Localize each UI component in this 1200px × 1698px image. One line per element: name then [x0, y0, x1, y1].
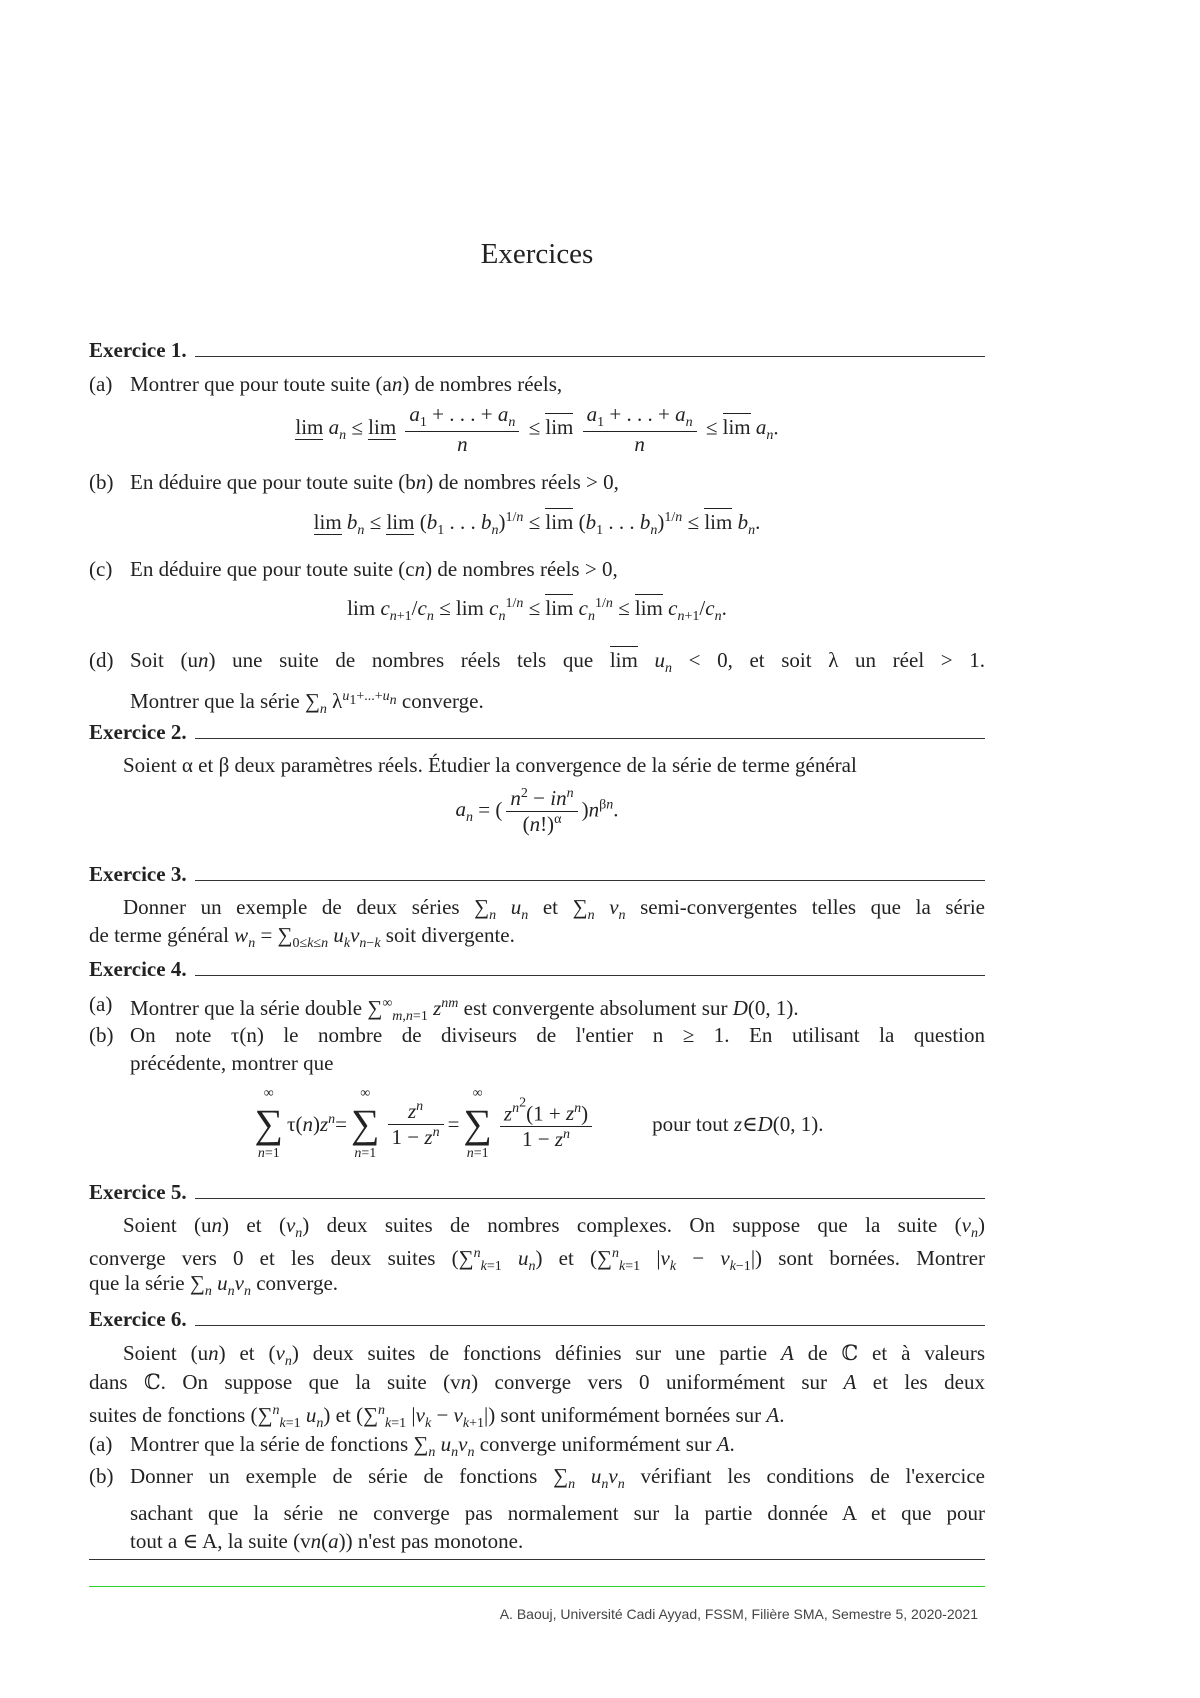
item-text-line1: On note τ(n) le nombre de diviseurs de l'entier n ≥ 1. En utilisant la question	[130, 1023, 985, 1047]
exercise-6-heading	[89, 1307, 985, 1332]
item-text: Montrer que pour toute suite (an) de nombres réels,	[130, 372, 563, 396]
exercise-3-line1: Donner un exemple de deux séries $\sum_n$ $u_n$ et $\sum_n$ $v_n$ semi-convergentes telles que la série	[123, 895, 985, 924]
exercise-5-line3: que la série $\sum_n$ $u_nv_n$ converge.	[89, 1271, 339, 1300]
page-title: Exercices	[480, 238, 594, 270]
exercise-1-item-d	[89, 646, 986, 718]
exercise-6-text3: suites de fonctions (	[89, 1403, 258, 1427]
formula-2: $a_n$ = ( $\frac{n^2 - in^n}{(n!)^\alpha}$ )$n^{\beta n}$.	[455, 786, 619, 836]
exercise-6-item-b	[89, 1462, 985, 1552]
exercise-6-line1: Soient (un) et $(v_n)$ deux suites de fonctions définies sur une partie A de ℂ et à valeurs	[123, 1341, 985, 1370]
item-label: (a)	[89, 992, 113, 1016]
item-label: (b)	[89, 470, 114, 494]
exercise-3-text1: Donner un exemple de deux séries	[123, 895, 460, 919]
formula-4b: ∞ ∑ n=1 τ( n ) $z^n$ = ∞ ∑ n=1 $\frac{z^n}{1 - z^n}$ = ∞ ∑ n=1 $\frac{z^{n^2}(1 + z^n)}{1 - z^n}$ pour tout z ∈ D (0, 1).	[254, 1086, 824, 1161]
item-text-line2: sachant que la série ne converge pas normalement sur la partie donnée A et que pour	[130, 1501, 985, 1526]
exercise-3-line2: de terme général $w_n = \sum_{0\le k\le n}$ $u_kv_{n-k}$ soit divergente.	[89, 923, 515, 952]
heading-rule	[195, 880, 985, 881]
heading-rule	[195, 738, 985, 739]
pour-tout-label: pour tout	[652, 1111, 729, 1136]
exercise-5-line2: converge vers 0 et les deux suites (∑$^n_{k=1}$ $u_n$) et (∑$^n_{k=1}$ $|v_k - v_{k-1}|$) sont bornées. Montrer	[89, 1246, 986, 1275]
item-text: Soit (un) une suite de nombres réels tels que $\lim u_n < 0$, et soit λ un réel > 1. Montrer que la série $\sum_n$ $\lambda^{u_1+...+u_n}$ converge.	[130, 648, 986, 718]
item-text-start: En déduire que pour toute suite (c	[130, 557, 415, 581]
heading-rule	[195, 356, 985, 357]
item-text: En déduire que pour toute suite (cn) de nombres réels > 0,	[130, 557, 618, 581]
exercise-3-title: Exercice 3.	[89, 862, 187, 886]
footer-text: A. Baouj, Université Cadi Ayyad, FSSM, Filière SMA, Semestre 5, 2020-2021	[499, 1606, 978, 1622]
item-label: (c)	[89, 557, 113, 581]
exercise-5-title: Exercice 5.	[89, 1180, 187, 1204]
item-text-start: Donner un exemple de série de fonctions	[130, 1464, 538, 1488]
item-label: (b)	[89, 1023, 114, 1047]
footer-accent-rule	[89, 1586, 985, 1587]
exercise-2-text: Soient α et β deux paramètres réels. Étudier la convergence de la série de terme général	[123, 753, 857, 777]
item-label: (a)	[89, 372, 113, 396]
item-label: (d)	[89, 648, 114, 672]
exercise-6-line2: dans ℂ. On suppose que la suite (vn) converge vers 0 uniformément sur A et les deux	[89, 1370, 985, 1394]
exercise-3-text2: de terme général	[89, 923, 229, 947]
exercise-6-line3: suites de fonctions (∑$^n_{k=1}$ $u_n$) et (∑$^n_{k=1}$ $|v_k - v_{k+1}|$) sont uniformément bornées sur A.	[89, 1403, 785, 1432]
exercise-5-heading	[89, 1180, 985, 1205]
footer-rule	[89, 1559, 985, 1560]
item-text: En déduire que pour toute suite (bn) de nombres réels > 0,	[130, 470, 619, 494]
item-text: Donner un exemple de série de fonctions $\sum_n$ $u_nv_n$ vérifiant les conditions de l'exercice sachant que la série ne converge pas normalement sur la partie donnée A et que pour tout a ∈ A, la suite (vn(a)) n'est pas monotone.	[130, 1464, 985, 1554]
exercise-6-text1: Soient (u	[123, 1341, 209, 1365]
item-text	[130, 1021, 985, 1077]
exercise-5-text1: Soient (u	[123, 1213, 212, 1237]
item-text-start: En déduire que pour toute suite (b	[130, 470, 416, 494]
formula-1b: $\lim b_n \le \lim (b_1$ . . . $b_n)^{1/n} \le \lim (b_1$ . . . $b_n)^{1/n} \le \lim b_n$.	[313, 510, 761, 539]
exercise-5-line1: Soient (un) et $(v_n)$ deux suites de nombres complexes. On suppose que la suite $(v_n)$	[123, 1213, 985, 1242]
exercise-4-title: Exercice 4.	[89, 957, 187, 981]
item-text-start: Soit (u	[130, 648, 198, 672]
item-text-line2: précédente, montrer que	[130, 1051, 334, 1075]
heading-rule	[195, 975, 985, 976]
item-text: Montrer que la série de fonctions $\sum_n$ $u_nv_n$ converge uniformément sur A.	[130, 1432, 735, 1461]
item-text-line2: Montrer que la série	[130, 689, 300, 714]
exercise-1-heading	[89, 338, 985, 363]
item-text-start: Montrer que la série de fonctions	[130, 1432, 409, 1456]
exercise-6-text2: dans ℂ. On suppose que la suite (v	[89, 1370, 461, 1394]
exercise-6-title: Exercice 6.	[89, 1307, 187, 1331]
item-label: (a)	[89, 1432, 113, 1456]
item-label: (b)	[89, 1464, 114, 1488]
item-text-start: Montrer que pour toute suite (a	[130, 372, 392, 396]
formula-1a: $\lim a_n \le \lim$ $\frac{a_1 + . . . + a_n}{n}$ ≤ lim $\frac{a_1 + . . . + a_n}{n}$ ≤ $\lim a_n$.	[295, 402, 779, 457]
heading-rule	[195, 1325, 985, 1326]
exercise-1-title: Exercice 1.	[89, 338, 187, 362]
exercise-2-title: Exercice 2.	[89, 720, 187, 744]
exercise-4-item-b	[89, 1021, 985, 1081]
exercise-2-heading	[89, 720, 985, 745]
exercise-5-text3: que la série	[89, 1271, 185, 1295]
formula-1c: $\lim c_{n+1}/c_n \le \lim c_n^{1/n} \le \lim c_n^{1/n} \le \lim c_{n+1}/c_n$.	[347, 596, 727, 625]
exercise-3-heading	[89, 862, 985, 887]
item-text: Montrer que la série double $\sum^\infty_{m,n=1}$ $z^{nm}$ est convergente absolument sur D(0, 1).	[130, 996, 799, 1025]
heading-rule	[195, 1198, 985, 1199]
item-text-line3: tout a ∈ A, la suite (v	[130, 1529, 311, 1554]
exercise-4-heading	[89, 957, 985, 982]
